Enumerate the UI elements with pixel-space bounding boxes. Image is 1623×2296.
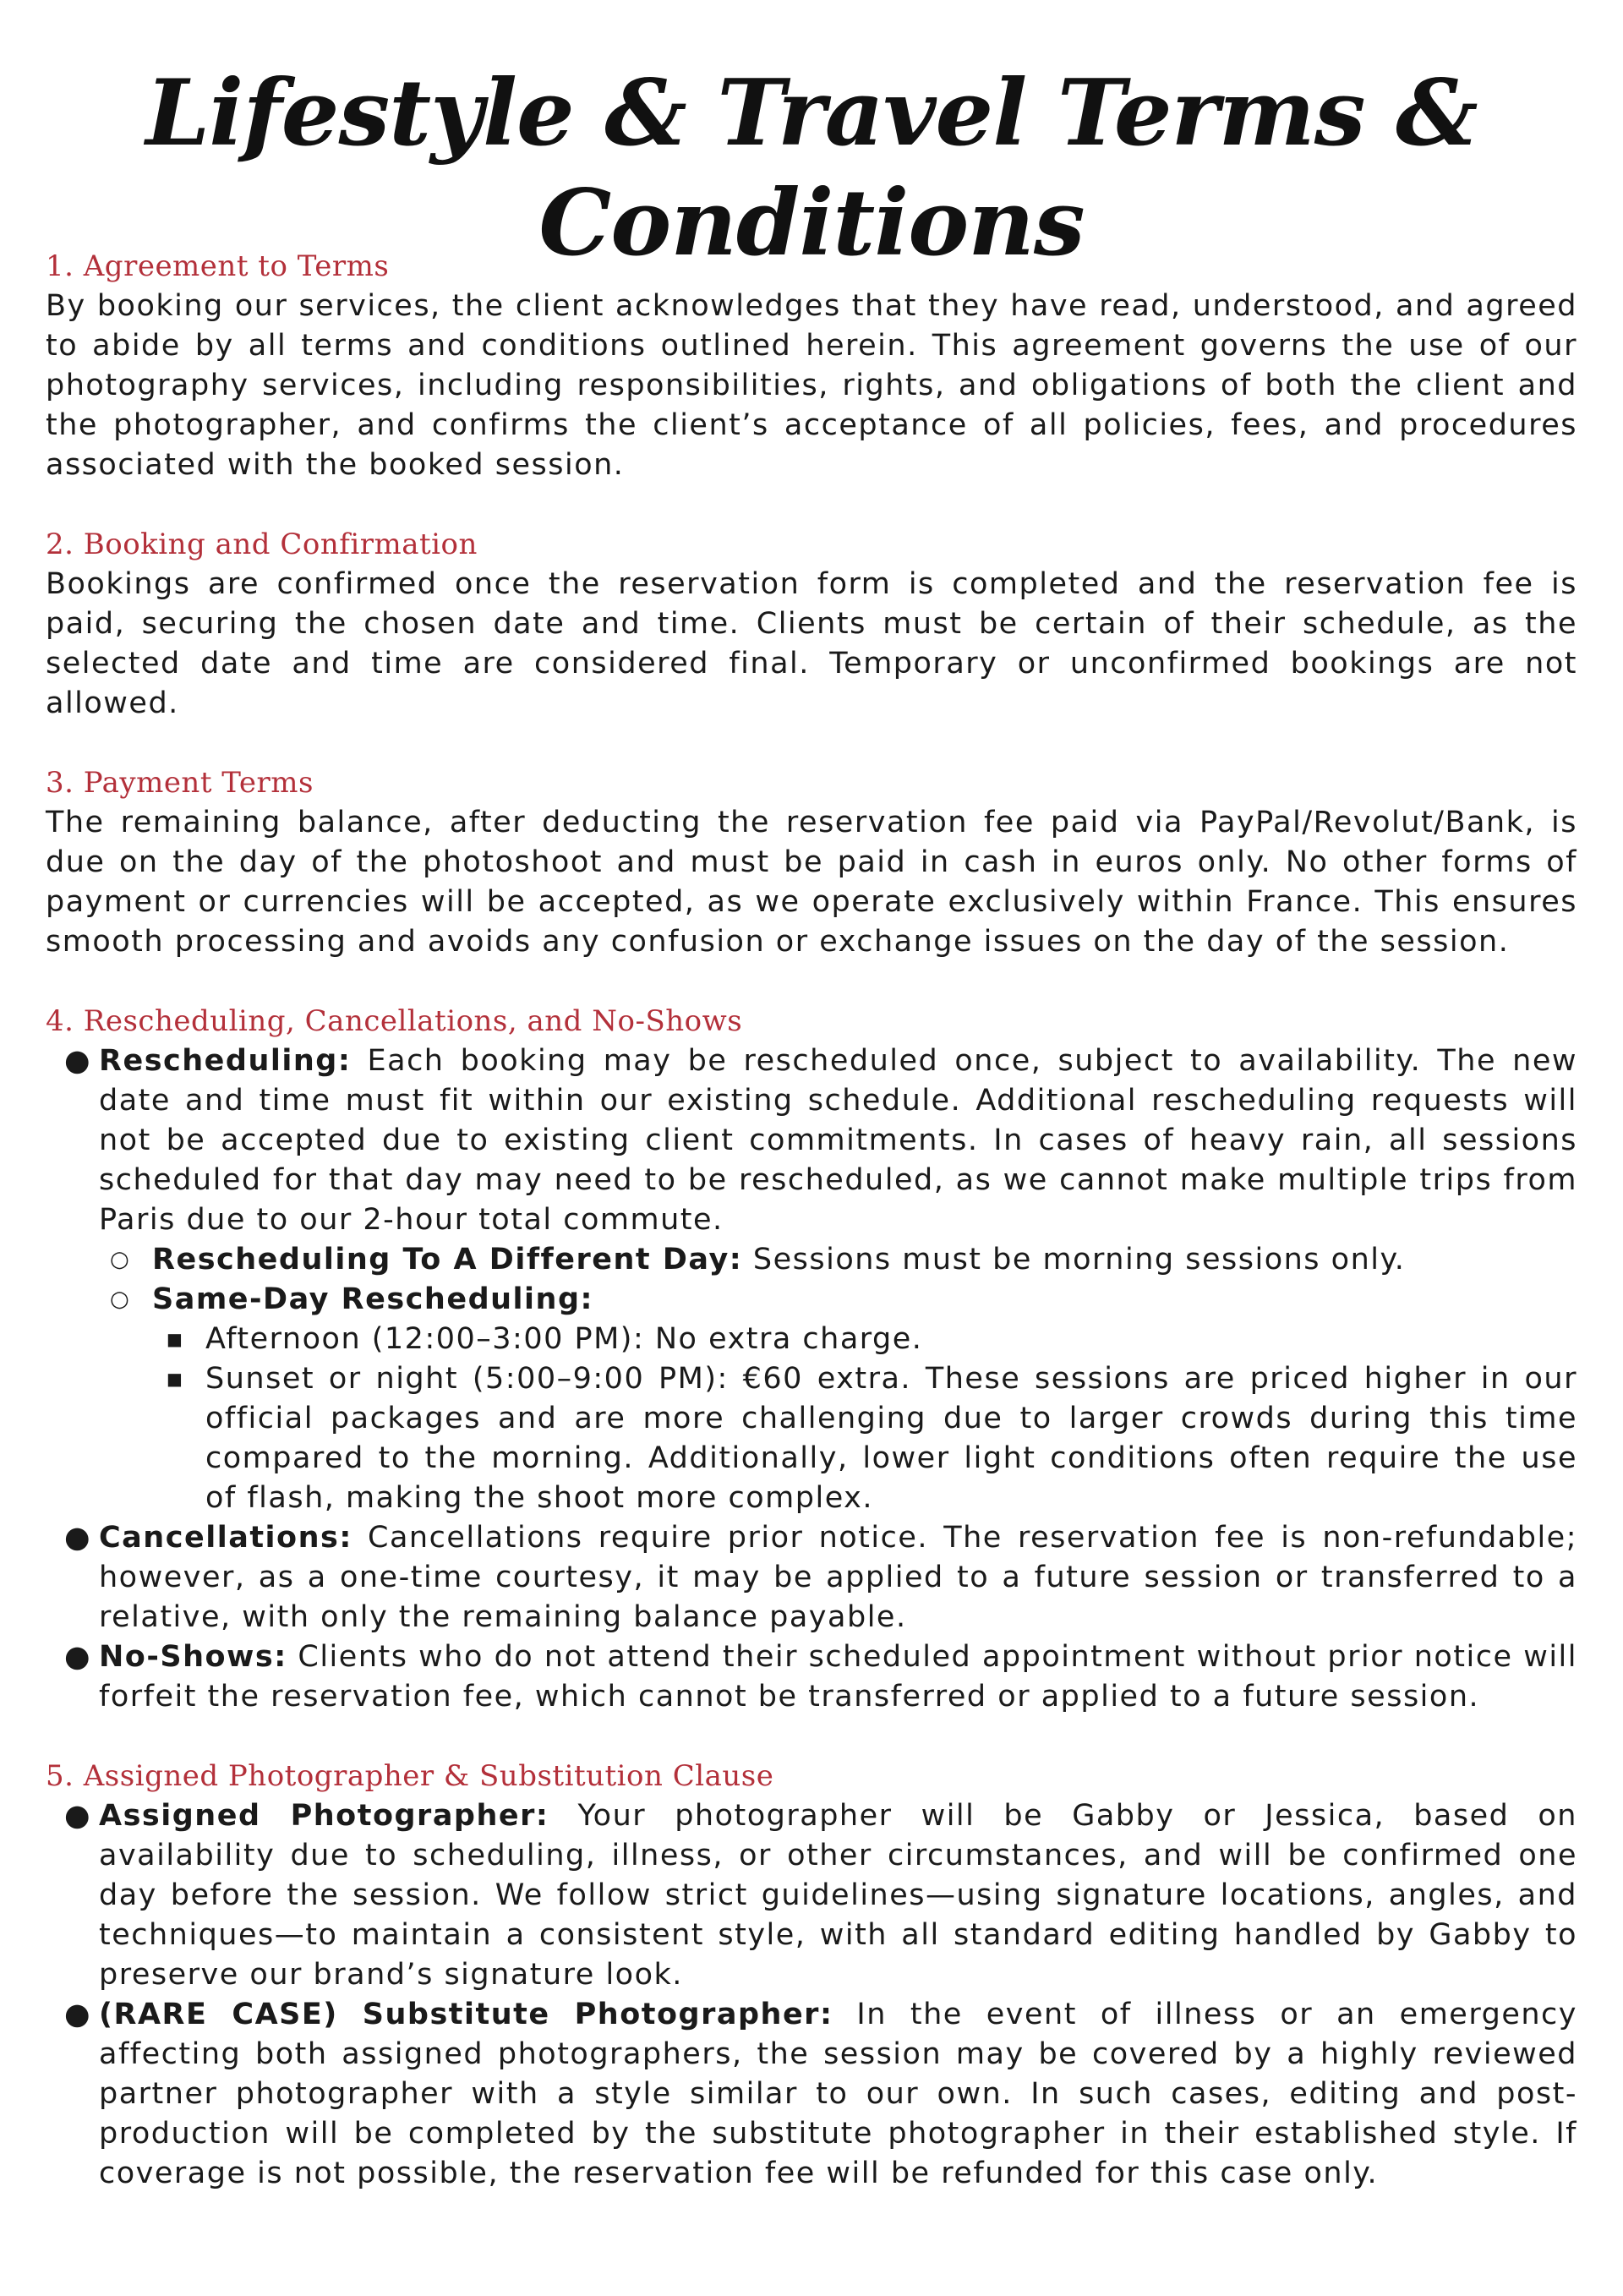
- bullet-circle-icon: ○: [110, 1287, 131, 1312]
- list-item: [46, 1995, 1577, 2194]
- bullet-dot-icon: ●: [64, 1998, 92, 2031]
- item-text: Sessions must be morning sessions only.: [742, 1243, 1406, 1276]
- section-body: Bookings are confirmed once the reservation form is completed and the reservation fee is paid, securing the chosen date and time. Clients must be certain of their schedule, as the selected date and time are considered final. Temporary or unconfirmed bookings are not allowed.: [46, 567, 1577, 720]
- section-body: The remaining balance, after deducting the reservation fee paid via PayPal/Revolut/Bank, is due on the day of the photoshoot and must be paid in cash in euros only. No other forms of payment or currencies will be accepted, as we operate exclusively within France. This ensures smooth processing and avoids any confusion or exchange issues on the day of the session.: [46, 806, 1577, 959]
- section-photographer: [46, 1757, 1577, 2194]
- section-booking: [46, 525, 1577, 724]
- item-text: Cancellations require prior notice. The reservation fee is non-refundable; however, as a one-time courtesy, it may be applied to a future session or transferred to a relative, with only the remaining balance payable.: [99, 1521, 1577, 1634]
- terms-content: [46, 247, 1577, 2194]
- item-label: Rescheduling To A Different Day:: [152, 1243, 743, 1276]
- item-text: Each booking may be rescheduled once, subject to availability. The new date and time must fit within our existing schedule. Additional rescheduling requests will not be accepted due to existing client commitments. In cases of heavy rain, all sessions scheduled for that day may need to be rescheduled, as we cannot make multiple trips from Paris due to our 2-hour total commute.: [99, 1044, 1577, 1237]
- bullet-dot-icon: ●: [64, 1799, 92, 1833]
- section-payment: [46, 763, 1577, 962]
- item-label: Rescheduling:: [99, 1044, 352, 1078]
- bullet-dot-icon: ●: [64, 1640, 92, 1674]
- list-item: [46, 1518, 1577, 1637]
- item-label: (RARE CASE) Substitute Photographer:: [99, 1998, 833, 2031]
- photographer-list: [46, 1796, 1577, 2194]
- bullet-dot-icon: ●: [64, 1521, 92, 1555]
- bullet-square-icon: ■: [167, 1369, 184, 1389]
- item-text: Clients who do not attend their scheduled appointment without prior notice will forfeit the reservation fee, which cannot be transferred or applied to a future session.: [99, 1640, 1577, 1714]
- item-label: No-Shows:: [99, 1640, 287, 1674]
- item-text: In the event of illness or an emergency affecting both assigned photographers, the session may be covered by a highly reviewed partner photographer with a style similar to our own. In such cases, editing and post-production will be completed by the substitute photographer in their established style. If coverage is not possible, the reservation fee will be refunded for this case only.: [99, 1998, 1578, 2190]
- bullet-square-icon: ■: [167, 1329, 184, 1349]
- bullet-dot-icon: ●: [64, 1044, 92, 1078]
- list-item: [46, 1637, 1577, 1717]
- section-agreement: [46, 247, 1577, 485]
- item-label: Cancellations:: [99, 1521, 352, 1555]
- list-item: [46, 1359, 1577, 1518]
- page-title: Lifestyle & Travel Terms & Conditions: [145, 60, 1478, 276]
- list-item: [46, 1320, 1577, 1359]
- section-heading: 2. Booking and Confirmation: [46, 528, 478, 561]
- list-item: [46, 1041, 1577, 1240]
- rescheduling-list: [46, 1041, 1577, 1717]
- section-rescheduling: [46, 1002, 1577, 1717]
- bullet-circle-icon: ○: [110, 1247, 131, 1272]
- section-heading: 5. Assigned Photographer & Substitution Clause: [46, 1759, 774, 1793]
- item-label: Same-Day Rescheduling:: [152, 1282, 594, 1316]
- section-heading: 3. Payment Terms: [46, 766, 314, 800]
- section-body: By booking our services, the client acknowledges that they have read, understood, and agreed to abide by all terms and conditions outlined herein. This agreement governs the use of our photography services, including responsibilities, rights, and obligations of both the client and the photographer, and confirms the client’s acceptance of all policies, fees, and procedures associated with the booked session.: [46, 289, 1577, 482]
- list-item: [46, 1280, 1577, 1320]
- section-heading: 4. Rescheduling, Cancellations, and No-Shows: [46, 1004, 743, 1038]
- item-text: Afternoon (12:00–3:00 PM): No extra charge.: [205, 1322, 923, 1356]
- item-text: Sunset or night (5:00–9:00 PM): €60 extra. These sessions are priced higher in our official packages and are more challenging due to larger crowds during this time compared to the morning. Additionally, lower light conditions often require the use of flash, making the shoot more complex.: [205, 1362, 1577, 1515]
- list-item: [46, 1796, 1577, 1995]
- list-item: [46, 1240, 1577, 1280]
- section-heading: 1. Agreement to Terms: [46, 249, 390, 283]
- item-label: Assigned Photographer:: [99, 1799, 549, 1833]
- item-text: Your photographer will be Gabby or Jessica, based on availability due to scheduling, illness, or other circumstances, and will be confirmed one day before the session. We follow strict guidelines—using signature locations, angles, and techniques—to maintain a consistent style, with all standard editing handled by Gabby to preserve our brand’s signature look.: [99, 1799, 1577, 1992]
